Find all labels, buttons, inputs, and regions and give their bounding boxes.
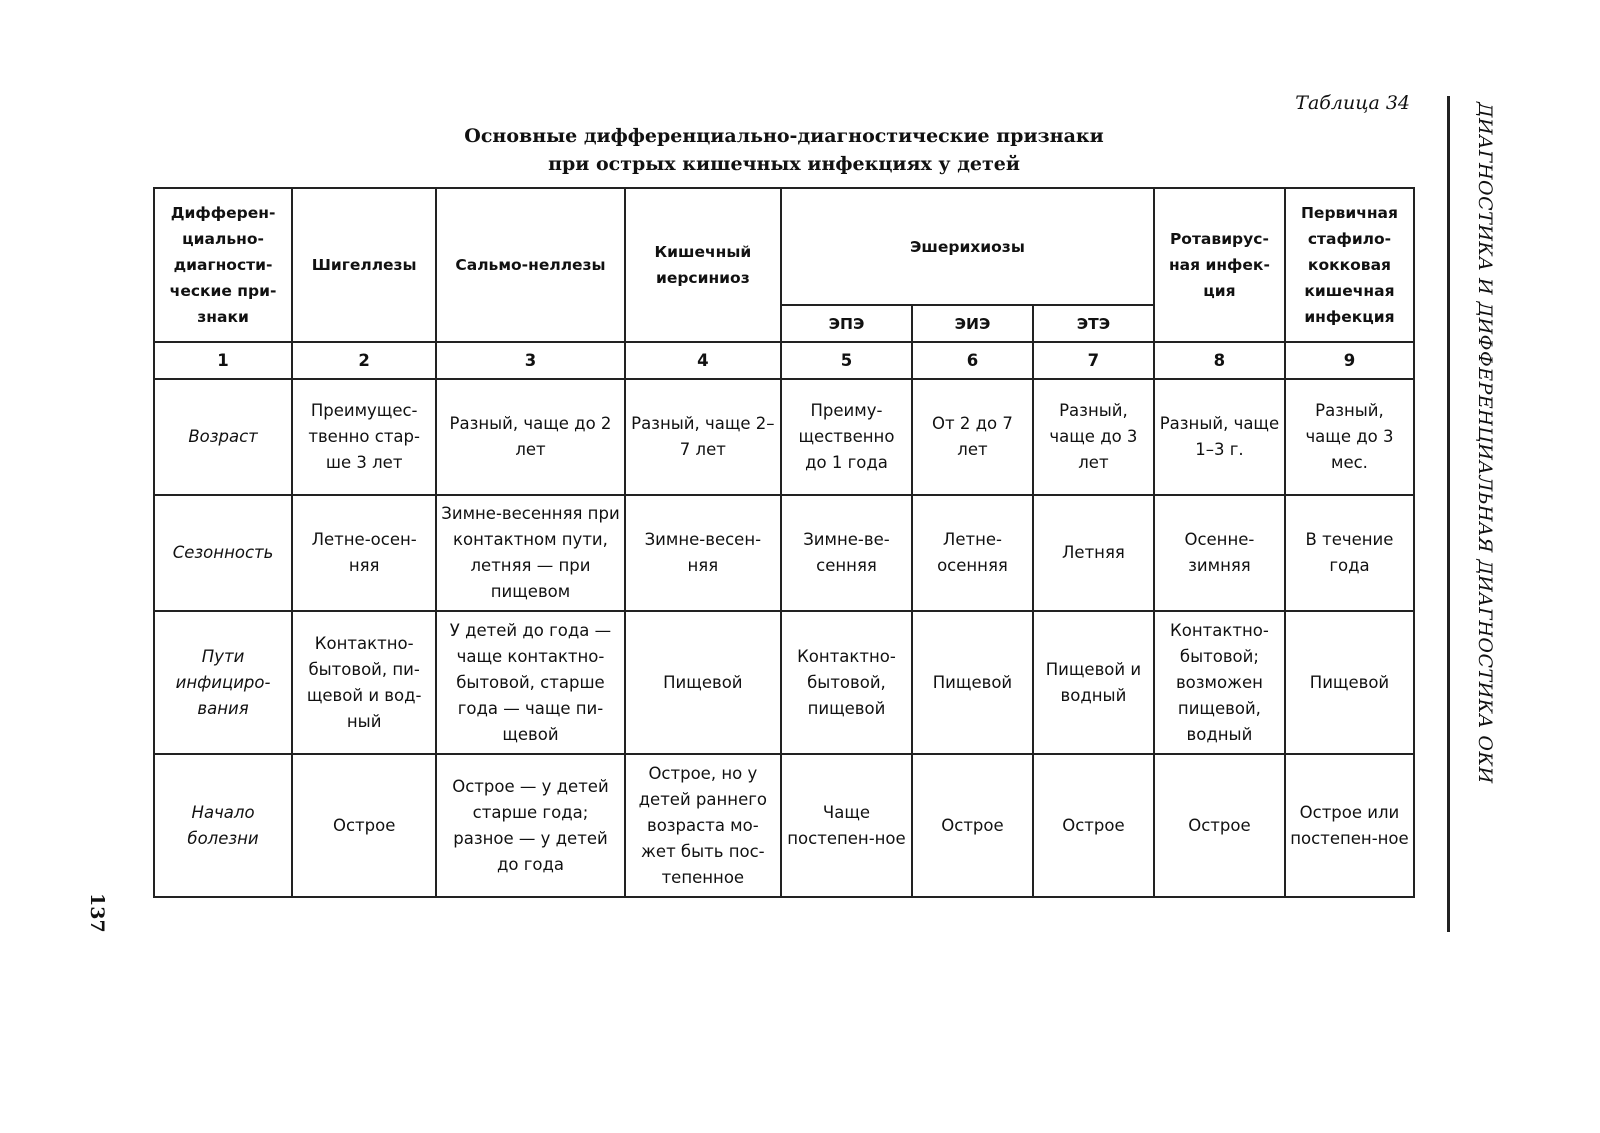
header-shigellosis: Шигеллезы xyxy=(292,188,436,342)
running-head: ДИАГНОСТИКА И ДИФФЕРЕНЦИАЛЬНАЯ ДИАГНОСТИКА ОКИ xyxy=(1474,102,1496,784)
table-cell: Острое xyxy=(292,754,436,897)
table-cell: Преимущес-твенно стар-ше 3 лет xyxy=(292,379,436,495)
feature-cell: Сезонность xyxy=(154,495,292,611)
table-cell: Острое — у детей старше года; разное — у детей до года xyxy=(436,754,624,897)
column-number: 5 xyxy=(781,342,912,379)
header-yersiniosis: Кишечный иерсиниоз xyxy=(625,188,781,342)
table-cell: Разный, чаще 1–3 г. xyxy=(1154,379,1285,495)
table-cell: Острое xyxy=(912,754,1033,897)
table-row-onset xyxy=(154,754,1414,897)
table-row-age xyxy=(154,379,1414,495)
table-cell: Зимне-ве-сенняя xyxy=(781,495,912,611)
table-cell: Разный, чаще до 3 мес. xyxy=(1285,379,1414,495)
table-label: Таблица 34 xyxy=(1295,92,1410,114)
header-rotavirus: Ротавирус-ная инфек-ция xyxy=(1154,188,1285,342)
table-row-season xyxy=(154,495,1414,611)
header-feature: Дифферен-циально-диагности-ческие при-знаки xyxy=(154,188,292,342)
table-cell: Пищевой xyxy=(912,611,1033,754)
column-number: 9 xyxy=(1285,342,1414,379)
column-number: 4 xyxy=(625,342,781,379)
feature-cell: Начало болезни xyxy=(154,754,292,897)
table-cell: Зимне-весенняя при контактном пути, летняя — при пищевом xyxy=(436,495,624,611)
column-number-row xyxy=(154,342,1414,379)
table-cell: Разный, чаще до 3 лет xyxy=(1033,379,1154,495)
diagnostic-table xyxy=(153,187,1415,898)
table-cell: Контактно-бытовой; возможен пищевой, водный xyxy=(1154,611,1285,754)
header-salmonellosis: Сальмо-неллезы xyxy=(436,188,624,342)
table-cell: В течение года xyxy=(1285,495,1414,611)
table-cell: Острое, но у детей раннего возраста мо-жет быть пос-тепенное xyxy=(625,754,781,897)
table-title-line-1: Основные дифференциально-диагностические признаки xyxy=(464,125,1104,147)
table-cell: Летняя xyxy=(1033,495,1154,611)
table-cell: Разный, чаще до 2 лет xyxy=(436,379,624,495)
table-cell: Пищевой xyxy=(1285,611,1414,754)
table-cell: Зимне-весен-няя xyxy=(625,495,781,611)
table-cell: Летне-осенняя xyxy=(912,495,1033,611)
header-row xyxy=(154,188,1414,305)
table-cell: Осенне-зимняя xyxy=(1154,495,1285,611)
column-number: 8 xyxy=(1154,342,1285,379)
table-cell: Разный, чаще 2–7 лет xyxy=(625,379,781,495)
column-number: 6 xyxy=(912,342,1033,379)
table-title-line-2: при острых кишечных инфекциях у детей xyxy=(548,153,1020,175)
header-escherichiosis: Эшерихиозы xyxy=(781,188,1154,305)
feature-cell: Возраст xyxy=(154,379,292,495)
header-eie: ЭИЭ xyxy=(912,305,1033,342)
column-number: 2 xyxy=(292,342,436,379)
table-cell: Летне-осен-няя xyxy=(292,495,436,611)
table-cell: Пищевой и водный xyxy=(1033,611,1154,754)
table-cell: Контактно-бытовой, пищевой xyxy=(781,611,912,754)
table-cell: От 2 до 7 лет xyxy=(912,379,1033,495)
column-number: 3 xyxy=(436,342,624,379)
header-ete: ЭТЭ xyxy=(1033,305,1154,342)
table-cell: Преиму-щественно до 1 года xyxy=(781,379,912,495)
table-cell: Контактно-бытовой, пи-щевой и вод-ный xyxy=(292,611,436,754)
table-cell: Пищевой xyxy=(625,611,781,754)
column-number: 7 xyxy=(1033,342,1154,379)
table-cell: Острое или постепен-ное xyxy=(1285,754,1414,897)
table-cell: Острое xyxy=(1154,754,1285,897)
column-number: 1 xyxy=(154,342,292,379)
table-row-route xyxy=(154,611,1414,754)
header-staph: Первичная стафило-кокковая кишечная инфекция xyxy=(1285,188,1414,342)
header-epe: ЭПЭ xyxy=(781,305,912,342)
table-cell: Острое xyxy=(1033,754,1154,897)
side-rule xyxy=(1447,96,1450,932)
feature-cell: Пути инфициро-вания xyxy=(154,611,292,754)
table-cell: У детей до года — чаще контактно-бытовой, старше года — чаще пи-щевой xyxy=(436,611,624,754)
table-cell: Чаще постепен-ное xyxy=(781,754,912,897)
page-number: 137 xyxy=(86,893,108,933)
